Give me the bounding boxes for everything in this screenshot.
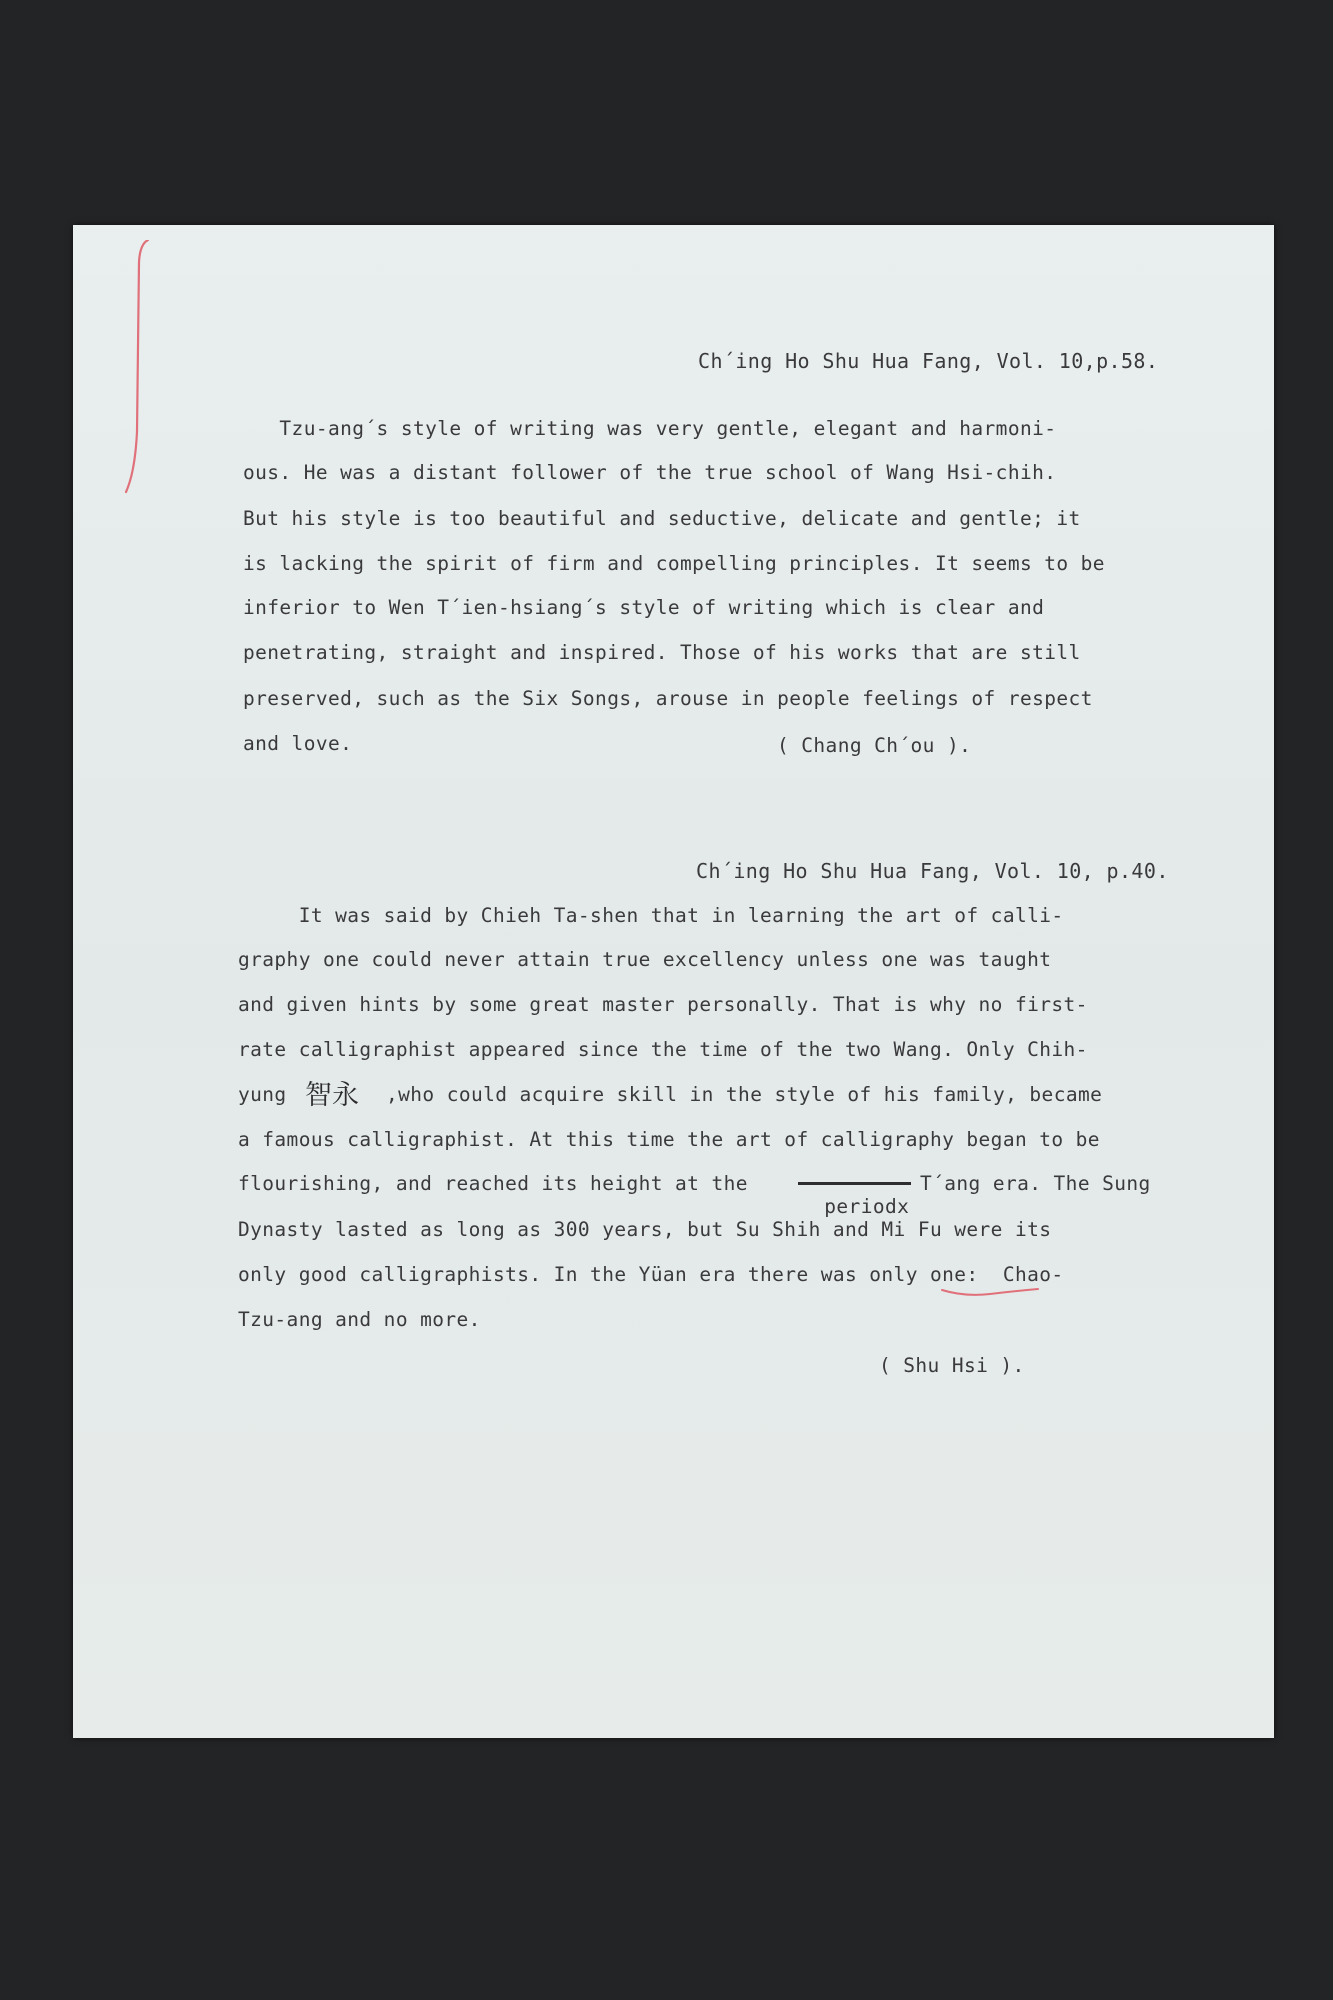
paragraph2-line2: graphy one could never attain true excellency unless one was taught [238, 948, 1052, 971]
paragraph1-line1: Tzu-ang´s style of writing was very gentle, elegant and harmoni- [243, 417, 1057, 440]
paragraph1-line4: is lacking the spirit of firm and compelling principles. It seems to be [243, 552, 1105, 575]
struck-out-word: periodx [800, 1172, 909, 1218]
reference-vol10-p58: Ch´ing Ho Shu Hua Fang, Vol. 10,p.58. [698, 349, 1159, 373]
attribution-chang-chou: ( Chang Ch´ou ). [777, 734, 972, 757]
paragraph1-line3: But his style is too beautiful and seductive, delicate and gentle; it [243, 507, 1081, 530]
paragraph2-line7: flourishing, and reached its height at the [238, 1172, 748, 1195]
paragraph2-line3: and given hints by some great master personally. That is why no first- [238, 993, 1088, 1016]
red-underline-annotation [940, 1285, 1040, 1301]
margin-bracket-annotation [120, 240, 160, 500]
paragraph2-line1: It was said by Chieh Ta-shen that in learning the art of calli- [238, 904, 1064, 927]
paragraph2-line5-prefix: yung [238, 1083, 287, 1106]
paragraph1-line2: ous. He was a distant follower of the true school of Wang Hsi-chih. [243, 461, 1057, 484]
document-page [73, 225, 1274, 1738]
reference-vol10-p40: Ch´ing Ho Shu Hua Fang, Vol. 10, p.40. [696, 859, 1169, 883]
paragraph1-line8: and love. [243, 732, 353, 755]
paragraph1-line6: penetrating, straight and inspired. Those of his works that are still [243, 641, 1081, 664]
handwritten-chinese-characters: 智永 [305, 1080, 359, 1111]
paragraph1-line7: preserved, such as the Six Songs, arouse in people feelings of respect [243, 687, 1093, 710]
paragraph2-line10: Tzu-ang and no more. [238, 1308, 481, 1331]
paragraph2-line9: only good calligraphists. In the Yüan era there was only one: Chao- [238, 1263, 1064, 1286]
paragraph2-line6: a famous calligraphist. At this time the art of calligraphy began to be [238, 1128, 1100, 1151]
paragraph2-line7-end: T´ang era. The Sung [920, 1172, 1151, 1195]
paragraph2-line5: ,who could acquire skill in the style of his family, became [386, 1083, 1103, 1106]
attribution-shu-hsi: ( Shu Hsi ). [879, 1354, 1025, 1377]
paragraph1-line5: inferior to Wen T´ien-hsiang´s style of writing which is clear and [243, 596, 1045, 619]
paragraph2-line4: rate calligraphist appeared since the time of the two Wang. Only Chih- [238, 1038, 1088, 1061]
paragraph2-line8: Dynasty lasted as long as 300 years, but Su Shih and Mi Fu were its [238, 1218, 1052, 1241]
